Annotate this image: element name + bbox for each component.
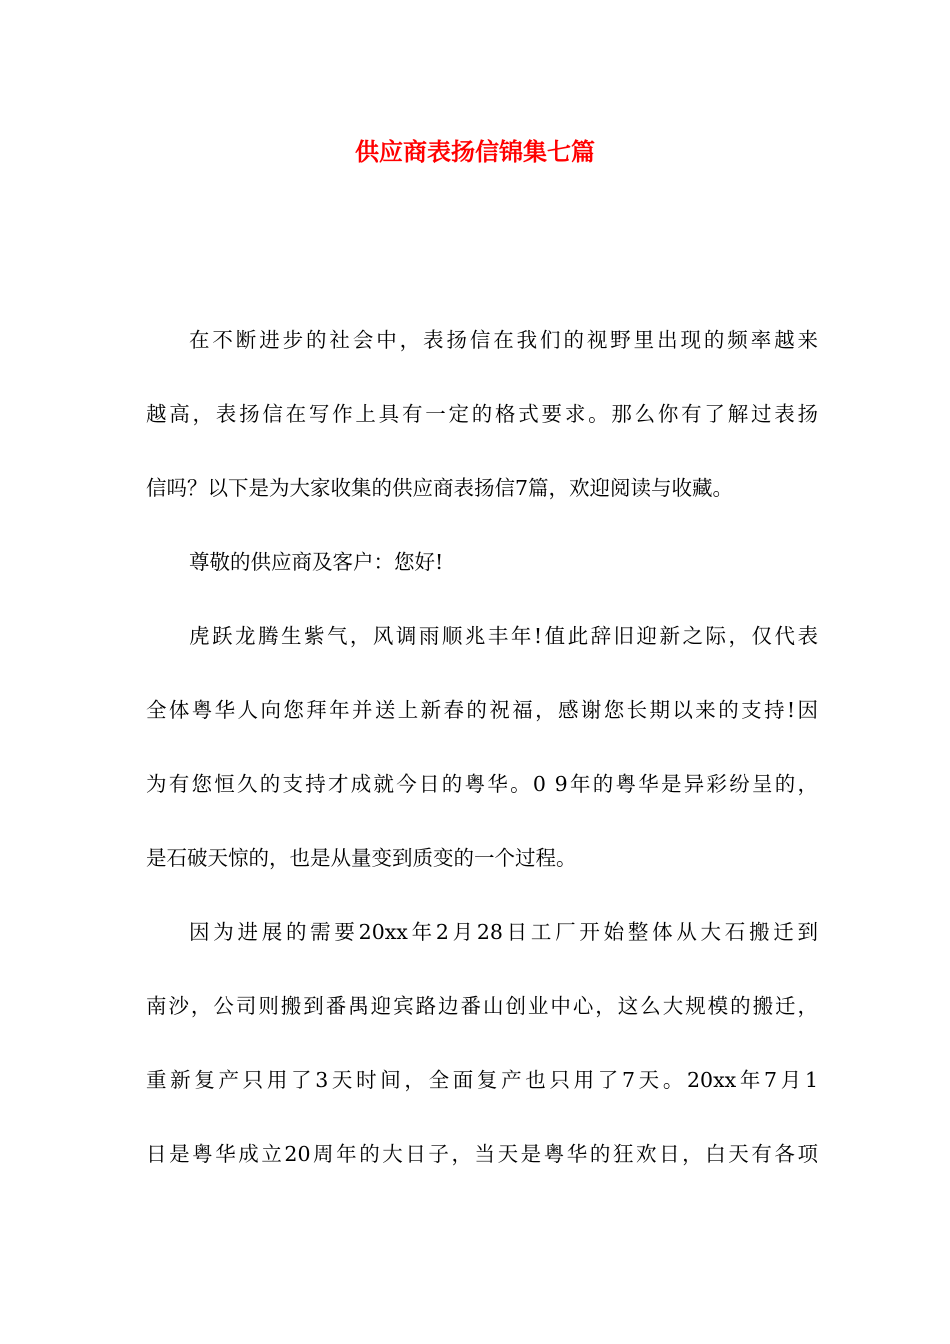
document-title: 供应商表扬信锦集七篇 (355, 137, 595, 166)
paragraph-line: 是石破天惊的，也是从量变到质变的一个过程。 (146, 846, 577, 870)
paragraph-line: 南沙，公司则搬到番禺迎宾路边番山创业中心，这么大规模的搬迁， (146, 994, 818, 1018)
paragraph-line: 信吗？以下是为大家收集的供应商表扬信7篇，欢迎阅读与收藏。 (146, 476, 734, 500)
paragraph-line: 日是粤华成立20周年的大日子，当天是粤华的狂欢日，白天有各项 (146, 1142, 818, 1166)
paragraph-line: 越高，表扬信在写作上具有一定的格式要求。那么你有了解过表扬 (146, 402, 818, 426)
paragraph-line: 全体粤华人向您拜年并送上新春的祝福，感谢您长期以来的支持!因 (146, 698, 818, 722)
paragraph-line: 在不断进步的社会中，表扬信在我们的视野里出现的频率越来 (189, 328, 818, 352)
paragraph-line: 虎跃龙腾生紫气，风调雨顺兆丰年!值此辞旧迎新之际，仅代表 (189, 624, 818, 648)
paragraph-line: 重新复产只用了3天时间，全面复产也只用了7天。20xx年7月1 (146, 1068, 818, 1092)
paragraph-line: 为有您恒久的支持才成就今日的粤华。0 9年的粤华是异彩纷呈的， (146, 772, 818, 796)
salutation-line: 尊敬的供应商及客户：您好! (189, 550, 444, 574)
paragraph-line: 因为进展的需要20xx年2月28日工厂开始整体从大石搬迁到 (189, 920, 818, 944)
document-body (146, 322, 818, 1210)
